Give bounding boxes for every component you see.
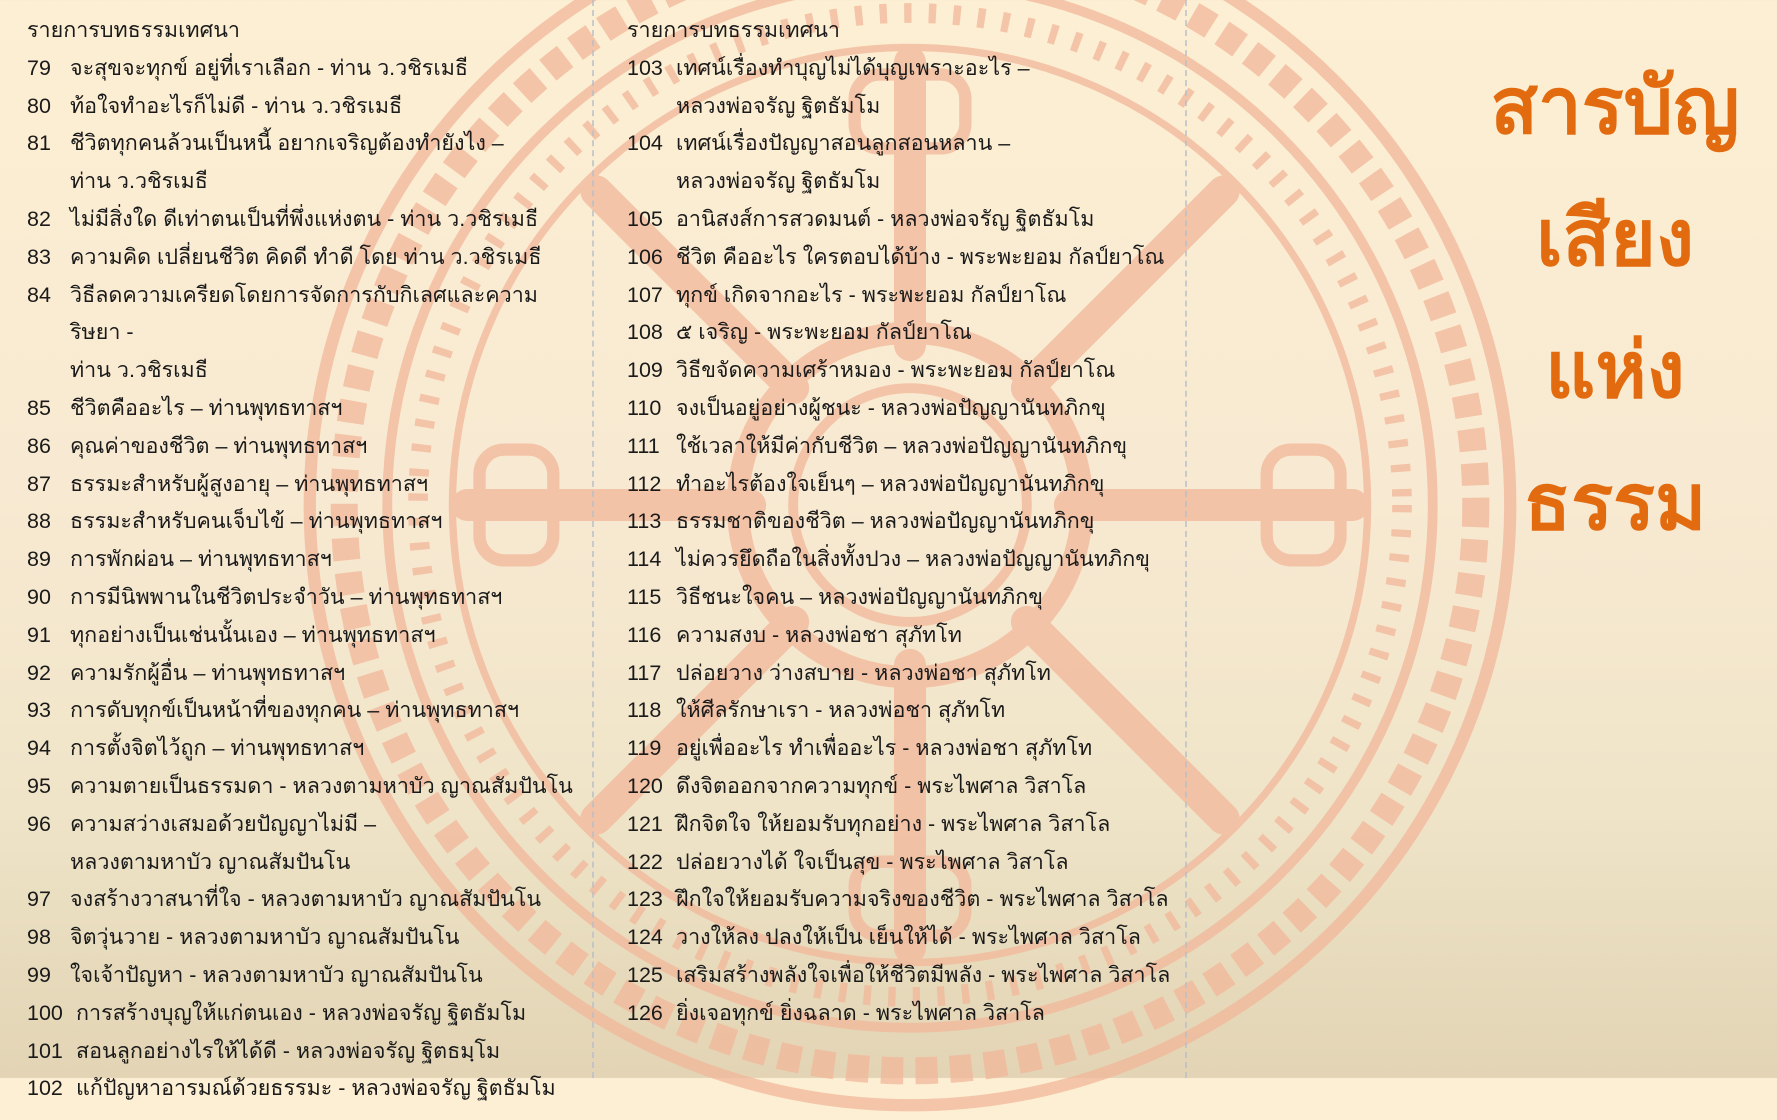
item-number: 123	[627, 887, 663, 912]
column-header: รายการบทธรรมเทศนา	[27, 18, 241, 42]
list-item	[627, 617, 1197, 655]
item-number: 105	[627, 206, 663, 231]
list-item	[27, 806, 587, 844]
title-line-2: เสียง	[1535, 194, 1695, 282]
list-item	[627, 881, 1197, 919]
item-title: แก้ปัญหาอารมณ์ด้วยธรรมะ - หลวงพ่อจรัญ ฐิตธัมโม	[76, 1076, 556, 1101]
list-item	[27, 541, 587, 579]
item-number: 108	[627, 320, 663, 345]
list-item	[27, 881, 587, 919]
list-item	[627, 125, 1197, 163]
title-line-4: ธรรม	[1523, 458, 1707, 546]
item-number: 80	[27, 93, 51, 118]
item-title: ท้อใจทำอะไรก็ไม่ดี - ท่าน ว.วชิรเมธี	[70, 93, 403, 118]
item-title: ใจเจ้าปัญหา - หลวงตามหาบัว ญาณสัมปันโน	[70, 962, 483, 987]
item-title: การมีนิพพานในชีวิตประจำวัน – ท่านพุทธทาสฯ	[70, 584, 503, 609]
item-number: 113	[627, 509, 662, 534]
item-title: เทศน์เรื่องปัญญาสอนลูกสอนหลาน –	[676, 131, 1011, 156]
title-line-1: สารบัญ	[1490, 62, 1740, 150]
item-title-continuation: ท่าน ว.วชิรเมธี	[70, 358, 208, 383]
list-item	[627, 730, 1197, 768]
item-number: 85	[27, 395, 51, 420]
item-title: การตั้งจิตไว้ถูก – ท่านพุทธทาสฯ	[70, 736, 365, 761]
list-item	[27, 730, 587, 768]
item-title: ดึงจิตออกจากความทุกข์ - พระไพศาล วิสาโล	[676, 773, 1087, 798]
item-title: ปล่อยวางได้ ใจเป็นสุข - พระไพศาล วิสาโล	[676, 849, 1069, 874]
item-number: 121	[627, 811, 663, 836]
item-title: ความตายเป็นธรรมดา - หลวงตามหาบัว ญาณสัมปันโน	[70, 773, 573, 798]
list-item	[627, 655, 1197, 693]
list-item	[627, 352, 1197, 390]
item-title: เสริมสร้างพลังใจเพื่อให้ชีวิตมีพลัง - พระไพศาล วิสาโล	[676, 962, 1171, 987]
item-number: 118	[627, 698, 662, 723]
item-title: ชีวิตคืออะไร – ท่านพุทธทาสฯ	[70, 395, 343, 420]
list-item	[27, 692, 587, 730]
item-title: ๕ เจริญ - พระพะยอม กัลป์ยาโณ	[676, 320, 972, 345]
item-number: 126	[627, 1000, 663, 1025]
list-item	[27, 466, 587, 504]
item-number: 79	[27, 55, 51, 80]
item-title: ปล่อยวาง ว่างสบาย - หลวงพ่อชา สุภัทโท	[676, 660, 1051, 685]
item-number: 95	[27, 773, 51, 798]
item-title: การพักผ่อน – ท่านพุทธทาสฯ	[70, 547, 332, 572]
item-title: ฝึกใจให้ยอมรับความจริงของชีวิต - พระไพศาล วิสาโล	[676, 887, 1169, 912]
sermon-list-left	[27, 50, 587, 1108]
list-item	[627, 503, 1197, 541]
item-title: ความสว่างเสมอด้วยปัญญาไม่มี –	[70, 811, 377, 836]
item-number: 110	[627, 395, 662, 420]
item-title: วิธีขจัดความเศร้าหมอง - พระพะยอม กัลป์ยาโณ	[676, 358, 1116, 383]
item-title: สอนลูกอย่างไรให้ได้ดี - หลวงพ่อจรัญ ฐิตธมฺโม	[76, 1038, 501, 1063]
list-item	[27, 277, 587, 353]
list-item	[627, 768, 1197, 806]
list-item	[627, 579, 1197, 617]
list-item	[627, 314, 1197, 352]
list-item	[27, 428, 587, 466]
item-title: จิตวุ่นวาย - หลวงตามหาบัว ญาณสัมปันโน	[70, 925, 460, 950]
item-title: วางให้ลง ปลงให้เป็น เย็นให้ได้ - พระไพศาล วิสาโล	[676, 925, 1141, 950]
item-number: 107	[627, 282, 663, 307]
item-number: 87	[27, 471, 51, 496]
item-title: ใช้เวลาให้มีค่ากับชีวิต – หลวงพ่อปัญญานันทภิกขุ	[676, 433, 1128, 458]
item-title: อานิสงส์การสวดมนต์ - หลวงพ่อจรัญ ฐิตธัมโม	[676, 206, 1095, 231]
item-title: วิธีลดความเครียดโดยการจัดการกับกิเลศและความริษยา -	[70, 282, 538, 345]
list-item	[27, 957, 587, 995]
item-number: 114	[627, 547, 662, 572]
item-title: ยิ่งเจอทุกข์ ยิ่งฉลาด - พระไพศาล วิสาโล	[676, 1000, 1045, 1025]
list-item	[627, 957, 1197, 995]
list-item	[27, 995, 587, 1033]
left-column	[27, 12, 587, 1108]
list-item	[627, 239, 1197, 277]
title-line-3: แห่ง	[1545, 326, 1685, 414]
list-item	[627, 806, 1197, 844]
item-number: 112	[627, 471, 662, 496]
list-item	[27, 1070, 587, 1108]
item-number: 82	[27, 206, 51, 231]
item-title: จงเป็นอยู่อย่างผู้ชนะ - หลวงพ่อปัญญานันทภิกขุ	[676, 395, 1106, 420]
item-title: อยู่เพื่ออะไร ทำเพื่ออะไร - หลวงพ่อชา สุภัทโท	[676, 736, 1093, 761]
item-title: ความรักผู้อื่น – ท่านพุทธทาสฯ	[70, 660, 346, 685]
item-title-continuation: ท่าน ว.วชิรเมธี	[70, 169, 208, 194]
item-number: 88	[27, 509, 51, 534]
list-item	[27, 655, 587, 693]
list-item	[27, 617, 587, 655]
item-number: 101	[27, 1038, 63, 1063]
item-number: 96	[27, 811, 51, 836]
item-title: การดับทุกข์เป็นหน้าที่ของทุกคน – ท่านพุทธทาสฯ	[70, 698, 520, 723]
item-title: ทุกอย่างเป็นเช่นนั้นเอง – ท่านพุทธทาสฯ	[70, 622, 436, 647]
item-title: ให้ศีลรักษาเรา - หลวงพ่อชา สุภัทโท	[676, 698, 1006, 723]
item-number: 103	[627, 55, 663, 80]
item-number: 86	[27, 433, 51, 458]
item-number: 124	[627, 925, 663, 950]
item-number: 90	[27, 584, 51, 609]
list-item	[27, 50, 587, 88]
item-number: 116	[627, 622, 662, 647]
item-title: ความคิด เปลี่ยนชีวิต คิดดี ทำดี โดย ท่าน ว.วชิรเมธี	[70, 244, 542, 269]
item-title-continuation: หลวงพ่อจรัญ ฐิตธัมโม	[676, 169, 881, 194]
list-item	[27, 1033, 587, 1071]
list-item	[627, 277, 1197, 315]
item-title: การสร้างบุญให้แก่ตนเอง - หลวงพ่อจรัญ ฐิตธัมโม	[76, 1000, 527, 1025]
right-column	[627, 12, 1197, 1033]
page-title	[1480, 40, 1750, 568]
column-divider-1	[592, 0, 594, 1078]
item-title: จงสร้างวาสนาที่ใจ - หลวงตามหาบัว ญาณสัมปันโน	[70, 887, 542, 912]
item-number: 122	[627, 849, 663, 874]
item-number: 93	[27, 698, 51, 723]
item-title: วิธีชนะใจคน – หลวงพ่อปัญญานันทภิกขุ	[676, 584, 1043, 609]
sermon-list-right	[627, 50, 1197, 1033]
item-number: 97	[27, 887, 51, 912]
item-title: ธรรมชาติของชีวิต – หลวงพ่อปัญญานันทภิกขุ	[676, 509, 1095, 534]
item-number: 98	[27, 925, 51, 950]
item-title: ไม่ควรยึดถือในสิ่งทั้งปวง – หลวงพ่อปัญญานันทภิกขุ	[676, 547, 1150, 572]
list-item	[27, 768, 587, 806]
item-title: ชีวิตทุกคนล้วนเป็นหนี้ อยากเจริญต้องทำยังไง –	[70, 131, 504, 156]
list-item	[627, 390, 1197, 428]
list-item	[627, 50, 1197, 88]
list-item	[27, 579, 587, 617]
item-number: 92	[27, 660, 51, 685]
list-item	[627, 995, 1197, 1033]
list-item	[627, 466, 1197, 504]
item-title: จะสุขจะทุกข์ อยู่ที่เราเลือก - ท่าน ว.วชิรเมธี	[70, 55, 469, 80]
item-title-continuation: หลวงตามหาบัว ญาณสัมปันโน	[70, 849, 351, 874]
item-number: 104	[627, 131, 663, 156]
item-number: 83	[27, 244, 51, 269]
list-item	[627, 692, 1197, 730]
item-title: ธรรมะสำหรับผู้สูงอายุ – ท่านพุทธทาสฯ	[70, 471, 429, 496]
list-item	[627, 919, 1197, 957]
item-number: 89	[27, 547, 51, 572]
item-title: ฝึกจิตใจ ให้ยอมรับทุกอย่าง - พระไพศาล วิสาโล	[676, 811, 1111, 836]
item-title: คุณค่าของชีวิต – ท่านพุทธทาสฯ	[70, 433, 368, 458]
list-item	[27, 239, 587, 277]
list-item	[627, 201, 1197, 239]
item-title: ไม่มีสิ่งใด ดีเท่าตนเป็นที่พึ่งแห่งตน - ท่าน ว.วชิรเมธี	[70, 206, 539, 231]
item-number: 125	[627, 962, 663, 987]
item-number: 84	[27, 282, 51, 307]
item-title: ความสงบ - หลวงพ่อชา สุภัทโท	[676, 622, 962, 647]
item-number: 117	[627, 660, 662, 685]
item-number: 106	[627, 244, 663, 269]
item-title: ธรรมะสำหรับคนเจ็บไข้ – ท่านพุทธทาสฯ	[70, 509, 443, 534]
list-item	[27, 125, 587, 163]
item-number: 102	[27, 1076, 63, 1101]
list-item	[27, 88, 587, 126]
item-title-continuation: หลวงพ่อจรัญ ฐิตธัมโม	[676, 93, 881, 118]
list-item	[27, 201, 587, 239]
item-title: ทำอะไรต้องใจเย็นๆ – หลวงพ่อปัญญานันทภิกขุ	[676, 471, 1105, 496]
list-item	[27, 503, 587, 541]
item-number: 81	[27, 131, 51, 156]
item-number: 120	[627, 773, 663, 798]
item-number: 119	[627, 736, 662, 761]
list-item	[627, 428, 1197, 466]
item-title: ทุกข์ เกิดจากอะไร - พระพะยอม กัลป์ยาโณ	[676, 282, 1067, 307]
list-item	[27, 390, 587, 428]
item-title: เทศน์เรื่องทำบุญไม่ได้บุญเพราะอะไร –	[676, 55, 1030, 80]
list-item	[627, 541, 1197, 579]
item-number: 100	[27, 1000, 63, 1025]
item-number: 99	[27, 962, 51, 987]
list-item	[627, 844, 1197, 882]
item-number: 111	[627, 433, 660, 458]
item-number: 115	[627, 584, 662, 609]
column-header: รายการบทธรรมเทศนา	[627, 18, 841, 42]
item-title: ชีวิต คืออะไร ใครตอบได้บ้าง - พระพะยอม กัลป์ยาโณ	[676, 244, 1165, 269]
item-number: 94	[27, 736, 51, 761]
list-item	[27, 919, 587, 957]
item-number: 91	[27, 622, 51, 647]
item-number: 109	[627, 358, 663, 383]
